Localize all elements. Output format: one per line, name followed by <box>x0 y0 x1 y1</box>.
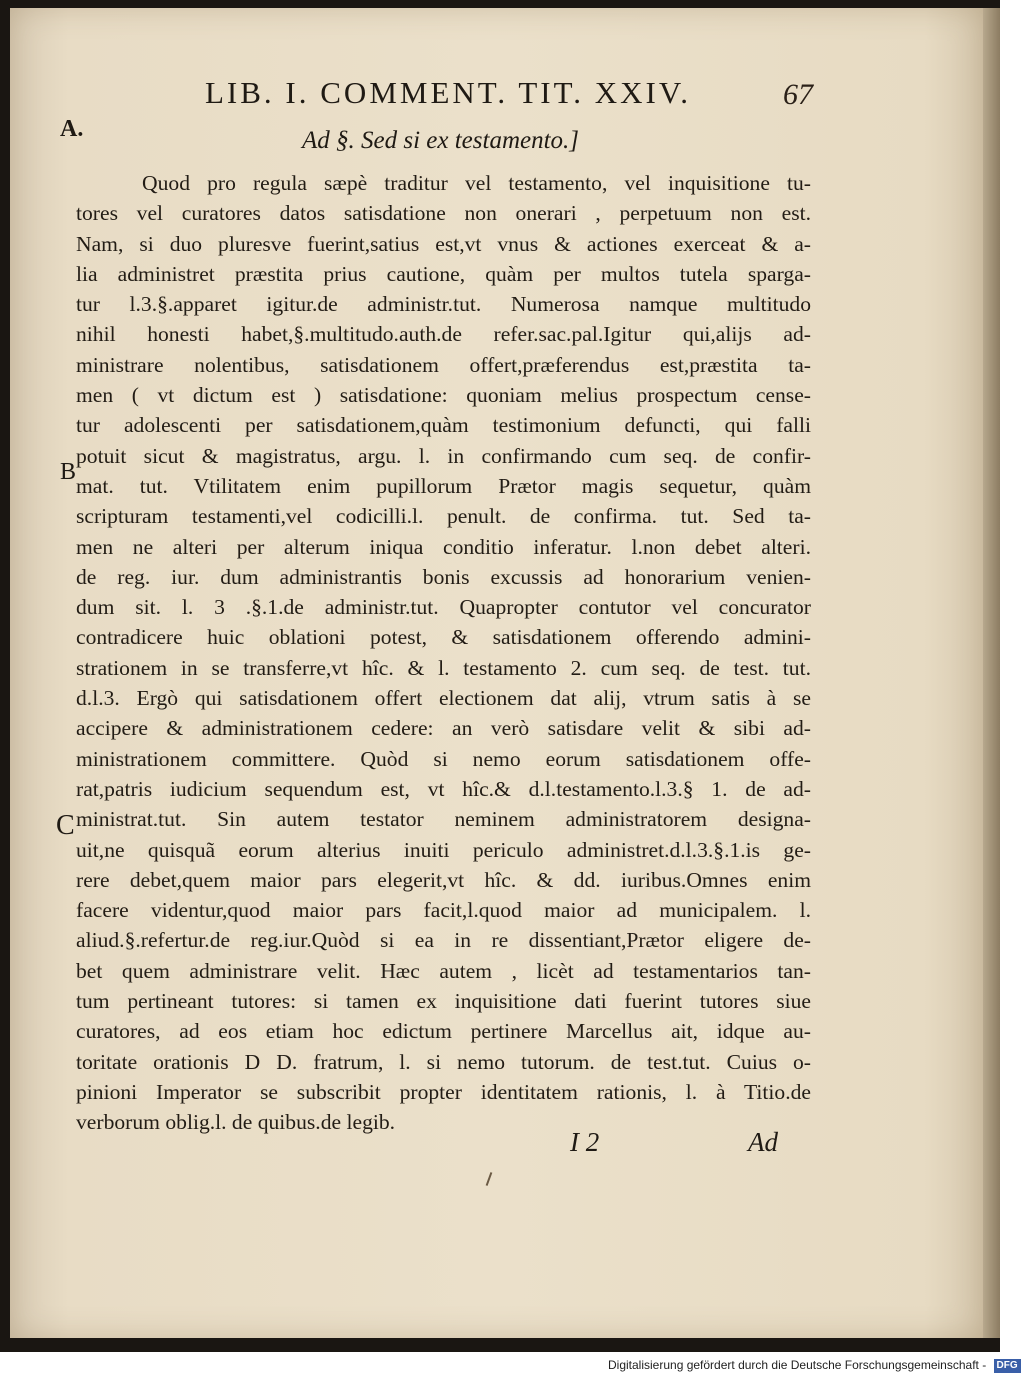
digitization-credit <box>608 1358 1021 1373</box>
text-line: toritate orationis D D. fratrum, l. si nemo tutorum. de test.tut. Cuius o- <box>76 1049 811 1074</box>
text-line: aliud.§.refertur.de reg.iur.Quòd si ea in re dissentiant,Prætor eligere de- <box>76 928 811 953</box>
margin-marker-c: C <box>56 810 75 841</box>
running-head: LIB. I. COMMENT. TIT. XXIV. <box>205 75 691 110</box>
signature-mark: I 2 <box>570 1127 600 1157</box>
text-line: scripturam testamenti,vel codicilli.l. penult. de confirma. tut. Sed ta- <box>76 504 811 529</box>
margin-marker-b: B <box>60 459 77 485</box>
text-line: nihil honesti habet,§.multitudo.auth.de refer.sac.pal.Igitur qui,alijs ad- <box>76 322 811 347</box>
text-line: tum pertineant tutores: si tamen ex inquisitione dati fuerint tutores siue <box>76 989 811 1014</box>
page-edge <box>983 8 1000 1338</box>
text-line: dum sit. l. 3 .§.1.de administr.tut. Quapropter contutor vel concurator <box>76 595 811 620</box>
text-line: men ( vt dictum est ) satisdatione: quoniam melius prospectum cense- <box>76 383 811 408</box>
text-line: contradicere huic oblationi potest, & satisdationem offerendo admini- <box>76 625 811 650</box>
text-line: men ne alteri per alterum iniqua conditio inferatur. l.non debet alteri. <box>76 534 811 559</box>
text-line: ministrationem committere. Quòd si nemo eorum satisdationem offe- <box>76 746 811 771</box>
text-line: verborum oblig.l. de quibus.de legib. <box>76 1110 396 1135</box>
text-line: pinioni Imperator se subscribit propter identitatem rationis, l. à Titio.de <box>76 1079 811 1104</box>
section-title: Ad §. Sed si ex testamento.] <box>302 127 580 154</box>
text-line: strationem in se transferre,vt hîc. & l. testamento 2. cum seq. de test. tut. <box>76 655 811 680</box>
text-line: lia administret præstita prius cautione, quàm per multos tutela sparga- <box>76 261 811 286</box>
text-line: tur l.3.§.apparet igitur.de administr.tut. Numerosa namque multitudo <box>76 292 811 317</box>
folio-number: 67 <box>783 78 813 111</box>
text-line: uit,ne quisquã eorum alterius inuiti periculo administret.d.l.3.§.1.is ge- <box>76 837 811 862</box>
margin-marker-a: A. <box>60 116 84 142</box>
text-line: ministrat.tut. Sin autem testator neminem administratorem designa- <box>76 807 811 832</box>
text-line: tur adolescenti per satisdationem,quàm testimonium defuncti, qui falli <box>76 413 811 438</box>
text-line: rere debet,quem maior pars elegerit,vt hîc. & dd. iuribus.Omnes enim <box>76 867 811 892</box>
credit-text: Digitalisierung gefördert durch die Deutsche Forschungsgemeinschaft - <box>608 1358 987 1372</box>
text-line: rat,patris iudicium sequendum est, vt hîc.& d.l.testamento.l.3.§ 1. de ad- <box>76 776 811 801</box>
text-line: Nam, si duo pluresve fuerint,satius est,vt vnus & actiones exerceat & a- <box>76 231 811 256</box>
text-line: curatores, ad eos etiam hoc edictum pertinere Marcellus ait, idque au- <box>76 1019 811 1044</box>
text-line: potuit sicut & magistratus, argu. l. in confirmando cum seq. de confir- <box>76 443 811 468</box>
body-text <box>76 168 811 1138</box>
text-line: ministrare nolentibus, satisdationem offert,præferendus est,præstita ta- <box>76 352 811 377</box>
text-line: accipere & administrationem cedere: an verò satisdare velit & sibi ad- <box>76 716 811 741</box>
text-line: d.l.3. Ergò qui satisdationem offert electionem dat alij, vtrum satis à se <box>76 686 811 711</box>
text-line: mat. tut. Vtilitatem enim pupillorum Prætor magis sequetur, quàm <box>76 473 811 498</box>
dfg-logo: DFG <box>994 1359 1021 1373</box>
text-line: facere videntur,quod maior pars facit,l.quod maior ad municipalem. l. <box>76 898 811 923</box>
text-line: Quod pro regula sæpè traditur vel testamento, vel inquisitione tu- <box>142 171 811 195</box>
text-line: bet quem administrare velit. Hæc autem , licèt ad testamentarios tan- <box>76 958 811 983</box>
text-line: de reg. iur. dum administrantis bonis excussis ad honorarium venien- <box>76 564 811 589</box>
catchword: Ad <box>748 1127 778 1157</box>
text-line: tores vel curatores datos satisdatione non onerari , perpetuum non est. <box>76 201 811 226</box>
